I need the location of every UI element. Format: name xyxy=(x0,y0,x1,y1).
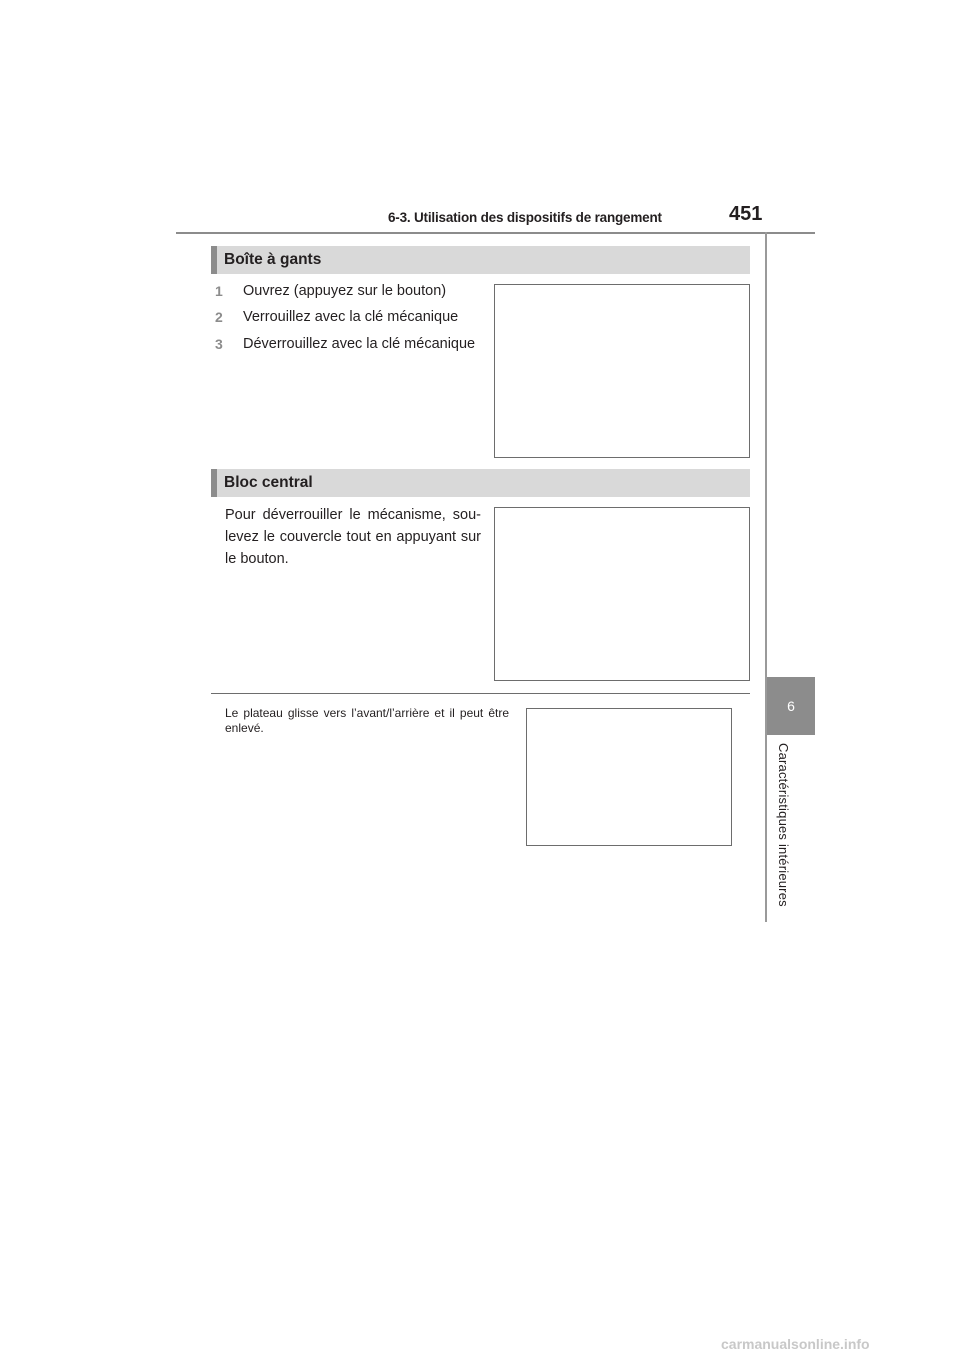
step-number-1: 1 xyxy=(215,283,223,299)
section-heading-glove-box: Boîte à gants xyxy=(211,246,750,274)
chapter-tab: 6 xyxy=(767,677,815,735)
center-console-figure xyxy=(494,507,750,681)
header-divider xyxy=(176,232,815,234)
watermark: carmanualsonline.info xyxy=(721,1336,870,1352)
step-text-2: Verrouillez avec la clé mécanique xyxy=(243,309,459,325)
tray-figure xyxy=(526,708,732,846)
step-number-2: 2 xyxy=(215,309,223,325)
step-text-3: Déverrouillez avec la clé mécanique xyxy=(243,336,476,352)
running-header-title: 6-3. Utilisation des dispositifs de rangement xyxy=(388,210,662,225)
note-divider xyxy=(211,693,750,694)
center-console-description: Pour déverrouiller le mécanisme, sou-levez le couvercle tout en appuyant sur le bouton. xyxy=(225,507,481,567)
page-number: 451 xyxy=(729,203,763,225)
step-text-1: Ouvrez (appuyez sur le bouton) xyxy=(243,283,447,299)
side-divider xyxy=(765,232,767,922)
step-number-3: 3 xyxy=(215,336,223,352)
tray-note-text: Le plateau glisse vers l’avant/l’arrière et il peut être enlevé. xyxy=(225,706,509,735)
glove-box-figure xyxy=(494,284,750,458)
chapter-label: Caractéristiques intérieures xyxy=(776,743,791,907)
section-heading-center-console: Bloc central xyxy=(211,469,750,497)
